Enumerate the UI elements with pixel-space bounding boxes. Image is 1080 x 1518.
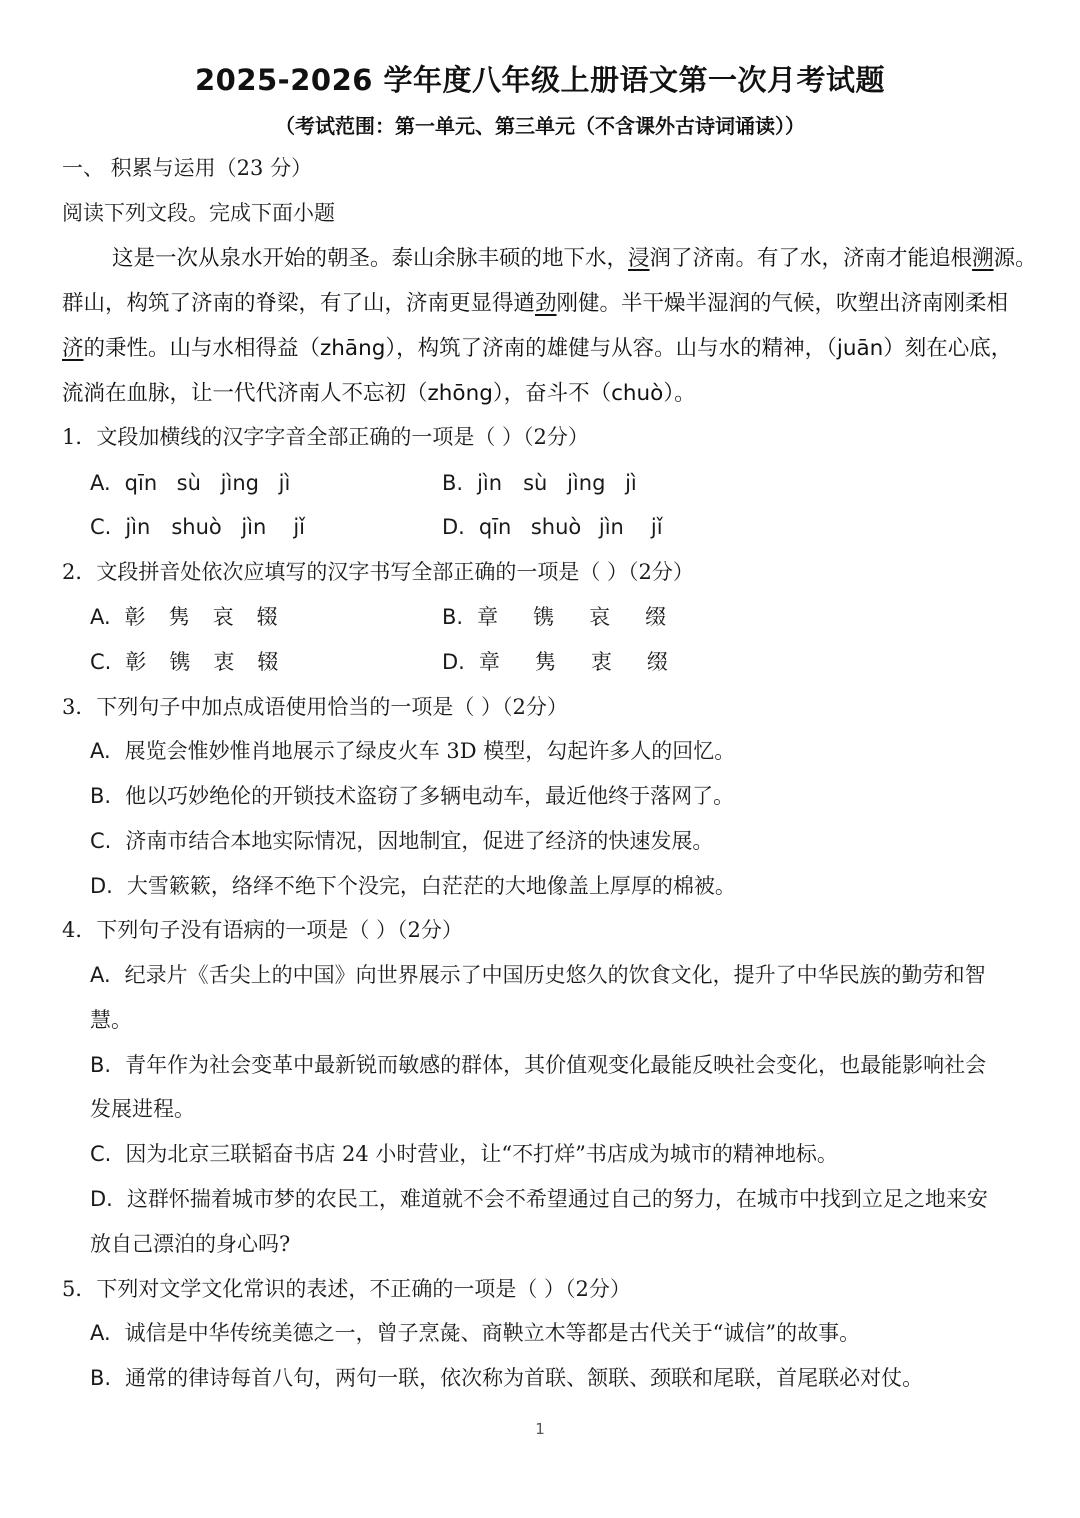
q3-option-c[interactable]: C. 济南市结合本地实际情况，因地制宜，促进了经济的快速发展。 <box>90 829 714 853</box>
underlined-char: 溯 <box>972 246 994 271</box>
q1-option-a[interactable]: A. qīn sù jìng jì <box>90 471 291 495</box>
q1-option-d[interactable]: D. qīn shuò jìn jǐ <box>442 515 663 539</box>
q1-option-b[interactable]: B. jìn sù jìng jì <box>442 471 637 495</box>
underlined-char: 济 <box>62 336 84 361</box>
question-2-stem: 2．文段拼音处依次应填写的汉字书写全部正确的一项是（ ）（2分） <box>62 560 694 584</box>
passage-line-4: 流淌在血脉，让一代代济南人不忘初（zhōng），奋斗不（chuò）。 <box>62 381 696 406</box>
section-heading: 一、 积累与运用（23 分） <box>62 156 313 180</box>
q2-option-d[interactable]: D. 章 隽 衷 缀 <box>442 650 668 674</box>
q5-option-a[interactable]: A. 诚信是中华传统美德之一，曾子烹彘、商鞅立木等都是古代关于“诚信”的故事。 <box>90 1321 861 1345</box>
underlined-char: 劲 <box>535 291 557 316</box>
passage-line-1: 这是一次从泉水开始的朝圣。泰山余脉丰硕的地下水，浸润了济南。有了水，济南才能追根溯源。 <box>112 246 1037 271</box>
q3-option-b[interactable]: B. 他以巧妙绝伦的开锁技术盗窃了多辆电动车，最近他终于落网了。 <box>90 784 735 808</box>
instruction: 阅读下列文段。完成下面小题 <box>62 201 335 225</box>
question-1-stem: 1．文段加横线的汉字字音全部正确的一项是（ ）（2分） <box>62 425 589 449</box>
underlined-char: 浸 <box>628 246 650 271</box>
q4-option-a-cont: 慧。 <box>90 1008 132 1032</box>
q4-option-c[interactable]: C. 因为北京三联韬奋书店 24 小时营业，让“不打烊”书店成为城市的精神地标。 <box>90 1142 838 1166</box>
q2-option-c[interactable]: C. 彰 镌 衷 辍 <box>90 650 279 674</box>
page-number: 1 <box>535 1420 545 1438</box>
question-5-stem: 5．下列对文学文化常识的表述，不正确的一项是（ ）（2分） <box>62 1277 631 1301</box>
q2-option-a[interactable]: A. 彰 隽 哀 辍 <box>90 605 278 629</box>
exam-title: 2025-2026 学年度八年级上册语文第一次月考试题 <box>194 63 886 97</box>
q4-option-a[interactable]: A. 纪录片《舌尖上的中国》向世界展示了中国历史悠久的饮食文化，提升了中华民族的勤劳和智 <box>90 963 986 987</box>
question-3-stem: 3．下列句子中加点成语使用恰当的一项是（ ）（2分） <box>62 695 568 719</box>
q4-option-d[interactable]: D. 这群怀揣着城市梦的农民工，难道就不会不希望通过自己的努力，在城市中找到立足之地来安 <box>90 1187 988 1211</box>
q1-option-c[interactable]: C. jìn shuò jìn jǐ <box>90 515 306 539</box>
question-4-stem: 4．下列句子没有语病的一项是（ ）（2分） <box>62 918 463 942</box>
q2-option-b[interactable]: B. 章 镌 哀 缀 <box>442 605 667 629</box>
q5-option-b[interactable]: B. 通常的律诗每首八句，两句一联，依次称为首联、颔联、颈联和尾联，首尾联必对仗。 <box>90 1366 924 1390</box>
exam-scope: （考试范围：第一单元、第三单元（不含课外古诗词诵读）） <box>275 114 805 138</box>
q4-option-b[interactable]: B. 青年作为社会变革中最新锐而敏感的群体，其价值观变化最能反映社会变化，也最能影响社会 <box>90 1053 987 1077</box>
q4-option-d-cont: 放自己漂泊的身心吗? <box>90 1232 291 1256</box>
q3-option-d[interactable]: D. 大雪簌簌，络绎不绝下个没完，白茫茫的大地像盖上厚厚的棉被。 <box>90 874 736 898</box>
q4-option-b-cont: 发展进程。 <box>90 1097 195 1121</box>
passage-line-3: 济的秉性。山与水相得益（zhāng），构筑了济南的雄健与从容。山与水的精神，（juān）刻在心底， <box>62 336 1013 361</box>
passage-line-2: 群山，构筑了济南的脊梁，有了山，济南更显得遒劲刚健。半干燥半湿润的气候，吹塑出济南刚柔相 <box>62 291 1009 316</box>
q3-option-a[interactable]: A. 展览会惟妙惟肖地展示了绿皮火车 3D 模型，勾起许多人的回忆。 <box>90 739 736 763</box>
